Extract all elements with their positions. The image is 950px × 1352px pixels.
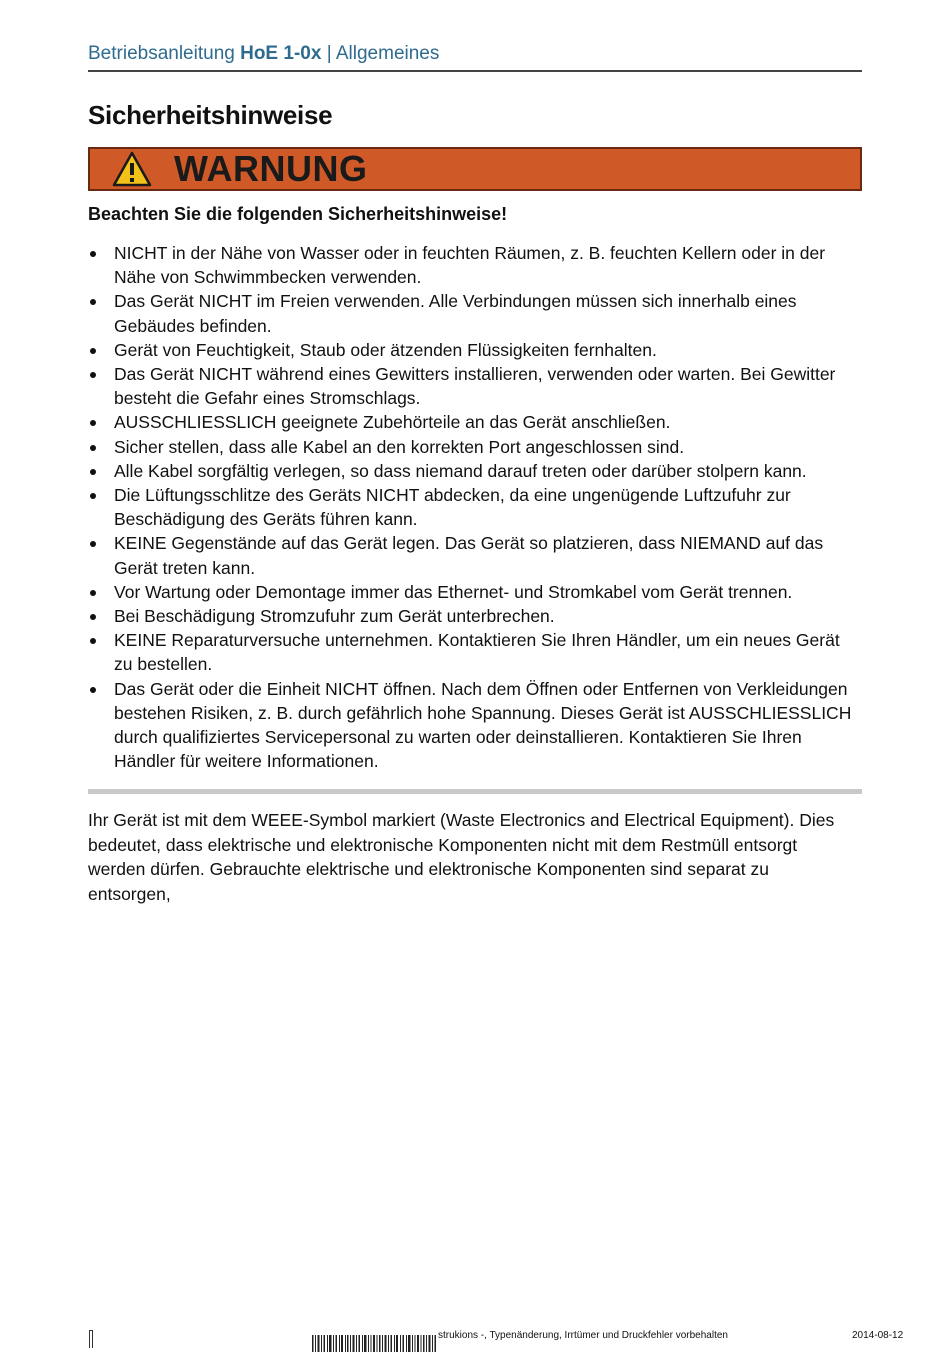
warning-banner: [88, 147, 862, 191]
safety-intro: Beachten Sie die folgenden Sicherheitshinweise!: [88, 204, 508, 224]
page-number-mark: [89, 1330, 93, 1348]
list-item: Vor Wartung oder Demontage immer das Ethernet- und Stromkabel vom Gerät trennen.: [88, 580, 858, 604]
list-item: Die Lüftungsschlitze des Geräts NICHT abdecken, da eine ungenügende Luftzufuhr zur Beschädigung des Geräts führen kann.: [88, 483, 858, 531]
list-item: Gerät von Feuchtigkeit, Staub oder ätzenden Flüssigkeiten fernhalten.: [88, 338, 858, 362]
barcode-image: [312, 1331, 438, 1352]
warning-triangle-icon: [112, 151, 152, 187]
list-item: KEINE Gegenstände auf das Gerät legen. Das Gerät so platzieren, dass NIEMAND auf das Gerät treten kann.: [88, 531, 858, 579]
list-item: Das Gerät oder die Einheit NICHT öffnen. Nach dem Öffnen oder Entfernen von Verkleidungen bestehen Risiken, z. B. durch gefährlich hohe Spannung. Dieses Gerät ist AUSSCHLIESSLICH durch qualifiziertes Servicepersonal zu warten oder deinstallieren. Kontaktieren Sie Ihren Händler für weitere Informationen.: [88, 677, 858, 774]
footer-date: 2014-08-12: [852, 1330, 904, 1341]
list-item: NICHT in der Nähe von Wasser oder in feuchten Räumen, z. B. feuchten Kellern oder in der Nähe von Schwimmbecken verwenden.: [88, 241, 858, 289]
header-section: Allgemeines: [335, 43, 440, 64]
list-item: Das Gerät NICHT im Freien verwenden. Alle Verbindungen müssen sich innerhalb eines Gebäudes befinden.: [88, 289, 858, 337]
header-doc-name: Betriebsanleitung: [88, 43, 235, 64]
footer-disclaimer: strukions -, Typenänderung, Irrtümer und Druckfehler vorbehalten: [438, 1330, 728, 1341]
list-item: KEINE Reparaturversuche unternehmen. Kontaktieren Sie Ihren Händler, um ein neues Gerät zu bestellen.: [88, 628, 858, 676]
warning-label: WARNUNG: [174, 148, 368, 189]
list-item: AUSSCHLIESSLICH geeignete Zubehörteile an das Gerät anschließen.: [88, 410, 858, 434]
weee-paragraph: Ihr Gerät ist mit dem WEEE-Symbol markiert (Waste Electronics and Electrical Equipment). Dies bedeutet, dass elektrische und elektronische Komponenten nicht mit dem Restmüll entsorgt werden dürfen. Gebrauchte elektrische und elektronische Komponenten sind separat zu entsorgen,: [88, 810, 835, 904]
list-item: Bei Beschädigung Stromzufuhr zum Gerät unterbrechen.: [88, 604, 858, 628]
list-item: Das Gerät NICHT während eines Gewitters installieren, verwenden oder warten. Bei Gewitter besteht die Gefahr eines Stromschlags.: [88, 362, 858, 410]
header-product: HoE 1-0x: [240, 43, 322, 64]
list-item: Sicher stellen, dass alle Kabel an den korrekten Port angeschlossen sind.: [88, 435, 858, 459]
list-item: Alle Kabel sorgfältig verlegen, so dass niemand darauf treten oder darüber stolpern kann.: [88, 459, 858, 483]
header-separator: |: [326, 43, 332, 64]
section-divider: [88, 789, 862, 794]
page-header: [88, 42, 862, 72]
page-title: Sicherheitshinweise: [88, 100, 333, 130]
safety-list: [88, 241, 858, 773]
